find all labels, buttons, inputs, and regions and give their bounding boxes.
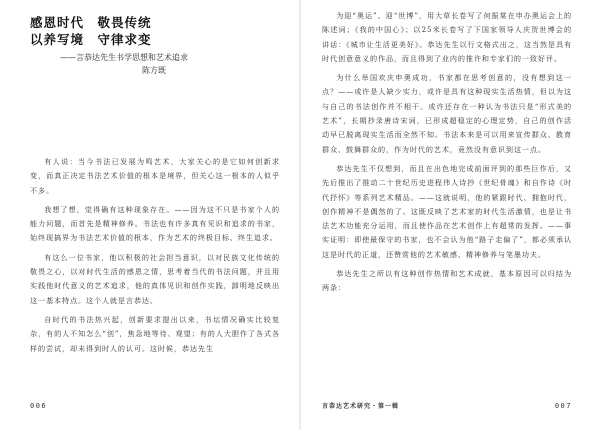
paragraph: 恭达先生之所以有这种创作热情和艺术成就，基本原因可以归结为两条： xyxy=(322,269,572,293)
right-page-body xyxy=(322,9,572,301)
paragraph: 恭达先生不仅想到，而且在出色地完成前面评到的那些巨作后，又先后推出了推动二十世纪历史进程伟人诗抄《世纪骨魂》和自作诗《时代抒怀》等系列艺术精品。——这就说明，他的紧跟时代、拥抱时代，创作精神不是偶然的了。这既反映了艺术家的时代生活激情，也是让书法艺术功能充分运用，而且使作品在艺术创作上有超常的发挥。——事实证明：即使最保守的书家，也不会认为他“路子走偏了”，都必须承认这是时代的正道，还赞赏他的艺术敏感、精神修养与笔墨功夫。 xyxy=(322,163,572,259)
author-name: 陈方既 xyxy=(142,66,166,75)
paragraph: 为迎“奥运”、迎“世博”，用大草长卷写了何振棠在申办奥运会上的陈述词；《我的中国心》；以25米长卷写了下国家领导人庆贺世博会的讲话：《城市让生活更美好》。恭达先生以行文格式出之，这当然是具有时代创意意义的作品，而且得到了业内的推许和专家们的一致好评。 xyxy=(322,11,572,63)
running-head: 言恭达艺术研究・第一辑 xyxy=(322,403,400,410)
page-number-right: 007 xyxy=(554,402,572,410)
left-page-body xyxy=(30,155,280,361)
article-subtitle: ——言恭达先生书学思想和艺术追求 xyxy=(60,53,188,62)
paragraph: 有这么一位书家，他以积极的社会担当意识，以对民族文化传统的敬畏之心，以对时代生活的感恩之情，思考着当代的书法问题，并且用实践他时代意义的艺术追求，他的真体见识和创作实践，卸明地反映出这一基本特点。这个人就是言恭达。 xyxy=(30,252,280,305)
article-title-line-2: 以养写境 守律求变 xyxy=(30,32,152,47)
article-title-line-1: 感恩时代 敬畏传统 xyxy=(30,15,152,30)
paragraph: 有人说：当今书法已发展为鸣艺术，大家关心的是它如何创新求变，而真正决定书法艺术价值的根本是境界，但关心这一根本的人似乎不多。 xyxy=(30,157,280,195)
paragraph: 我想了想，觉得确有这种现象存在。——因为这不只是书家个人的能力问题，而首先是精神修养。书法也有许多真有见识和追求的书家，始终现搞界为书法艺术价值的根本，作为艺术的终极目标、终生追求。 xyxy=(30,204,280,243)
page-number-left: 006 xyxy=(30,402,48,410)
paragraph: 为什么举国欢庆申奥成功，书家都在思考创意的，没有想到这一点？——或许是人缺少实力，或许是具有这种现实生活热情，但以为这与自己的书法创作并不相干。或许还存在一种认为书法只是“形式美的艺术”，长期抄录唐诗宋词，已形成超稳定的心理定势，自己的创作活动早已脱离现实生活而全然不知。书法本来是可以用来宣传群众、教育群众、鼓舞群众的，作为时代的艺术，竟然没有意识到这一点。 xyxy=(322,73,572,154)
paragraph: 自时代的书法热兴起，创新要求提出以来，书坛情况确实比较复杂，有的人不知怎么“创”，焦急地等待、观望；有的人大胆作了各式各样的尝试，却未得到时人的认可。这时候，恭达先生 xyxy=(30,314,280,353)
